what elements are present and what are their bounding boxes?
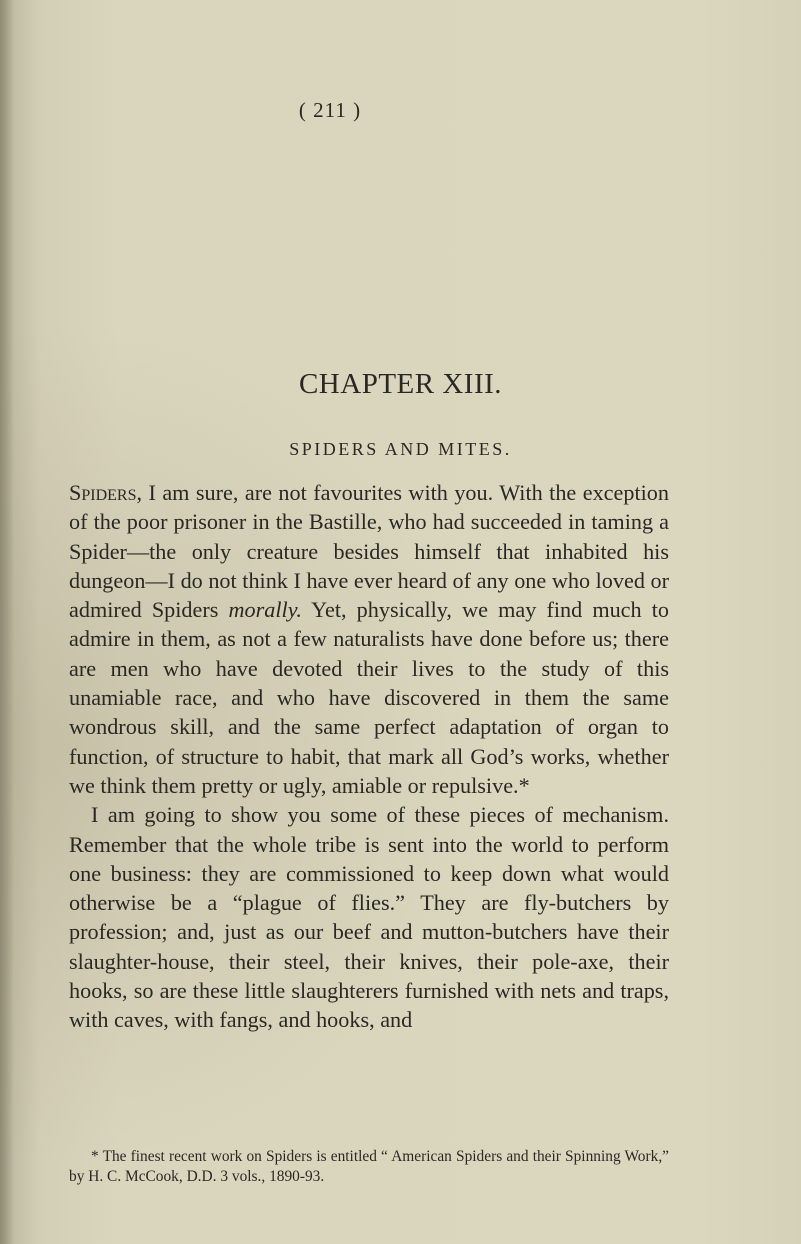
paragraph-1-text-a: I am sure, are not favourites with you. With the exception of the poor prisoner in the Bastille, who had succeeded in taming a Spider—the only creature besides himself that inhabited his dungeon—I do not think I have ever heard of any one who loved or admired Spiders xyxy=(69,480,669,623)
page-binding-shadow xyxy=(0,0,14,1244)
chapter-heading: CHAPTER XIII. xyxy=(298,368,503,400)
body-text xyxy=(69,478,669,1035)
paragraph-1-lead-word: Spiders, xyxy=(69,480,143,505)
footnote-text: * The finest recent work on Spiders is entitled “ American Spiders and their Spinning Work,” by H. C. McCook, D.D. 3 vols., 1890-93. xyxy=(69,1148,669,1185)
footnote xyxy=(69,1147,669,1186)
paragraph-1-italic-word: morally. xyxy=(228,597,302,623)
chapter-subtitle: SPIDERS AND MITES. xyxy=(289,439,512,459)
page-number: ( 211 ) xyxy=(298,98,362,122)
paragraph-2: I am going to show you some of these pieces of mechanism. Remember that the whole tribe is sent into the world to perform one business: they are commissioned to keep down what would otherwise be a “plague of flies.” They are fly-butchers by profession; and, just as our beef and mutton-butchers have their slaughter-house, their steel, their knives, their pole-axe, their hooks, so are these little slaughterers furnished with nets and traps, with caves, with fangs, and hooks, and xyxy=(69,802,669,1033)
paragraph-1-text-b: Yet, physically, we may find much to admire in them, as not a few naturalists have done before us; there are men who have devoted their lives to the study of this unamiable race, and who have discovered in them the same wondrous skill, and the same perfect adaptation of organ to function, of structure to habit, that mark all God’s works, whether we think them pretty or ugly, amiable or repulsive.* xyxy=(69,597,670,798)
paragraph-1 xyxy=(69,478,669,800)
